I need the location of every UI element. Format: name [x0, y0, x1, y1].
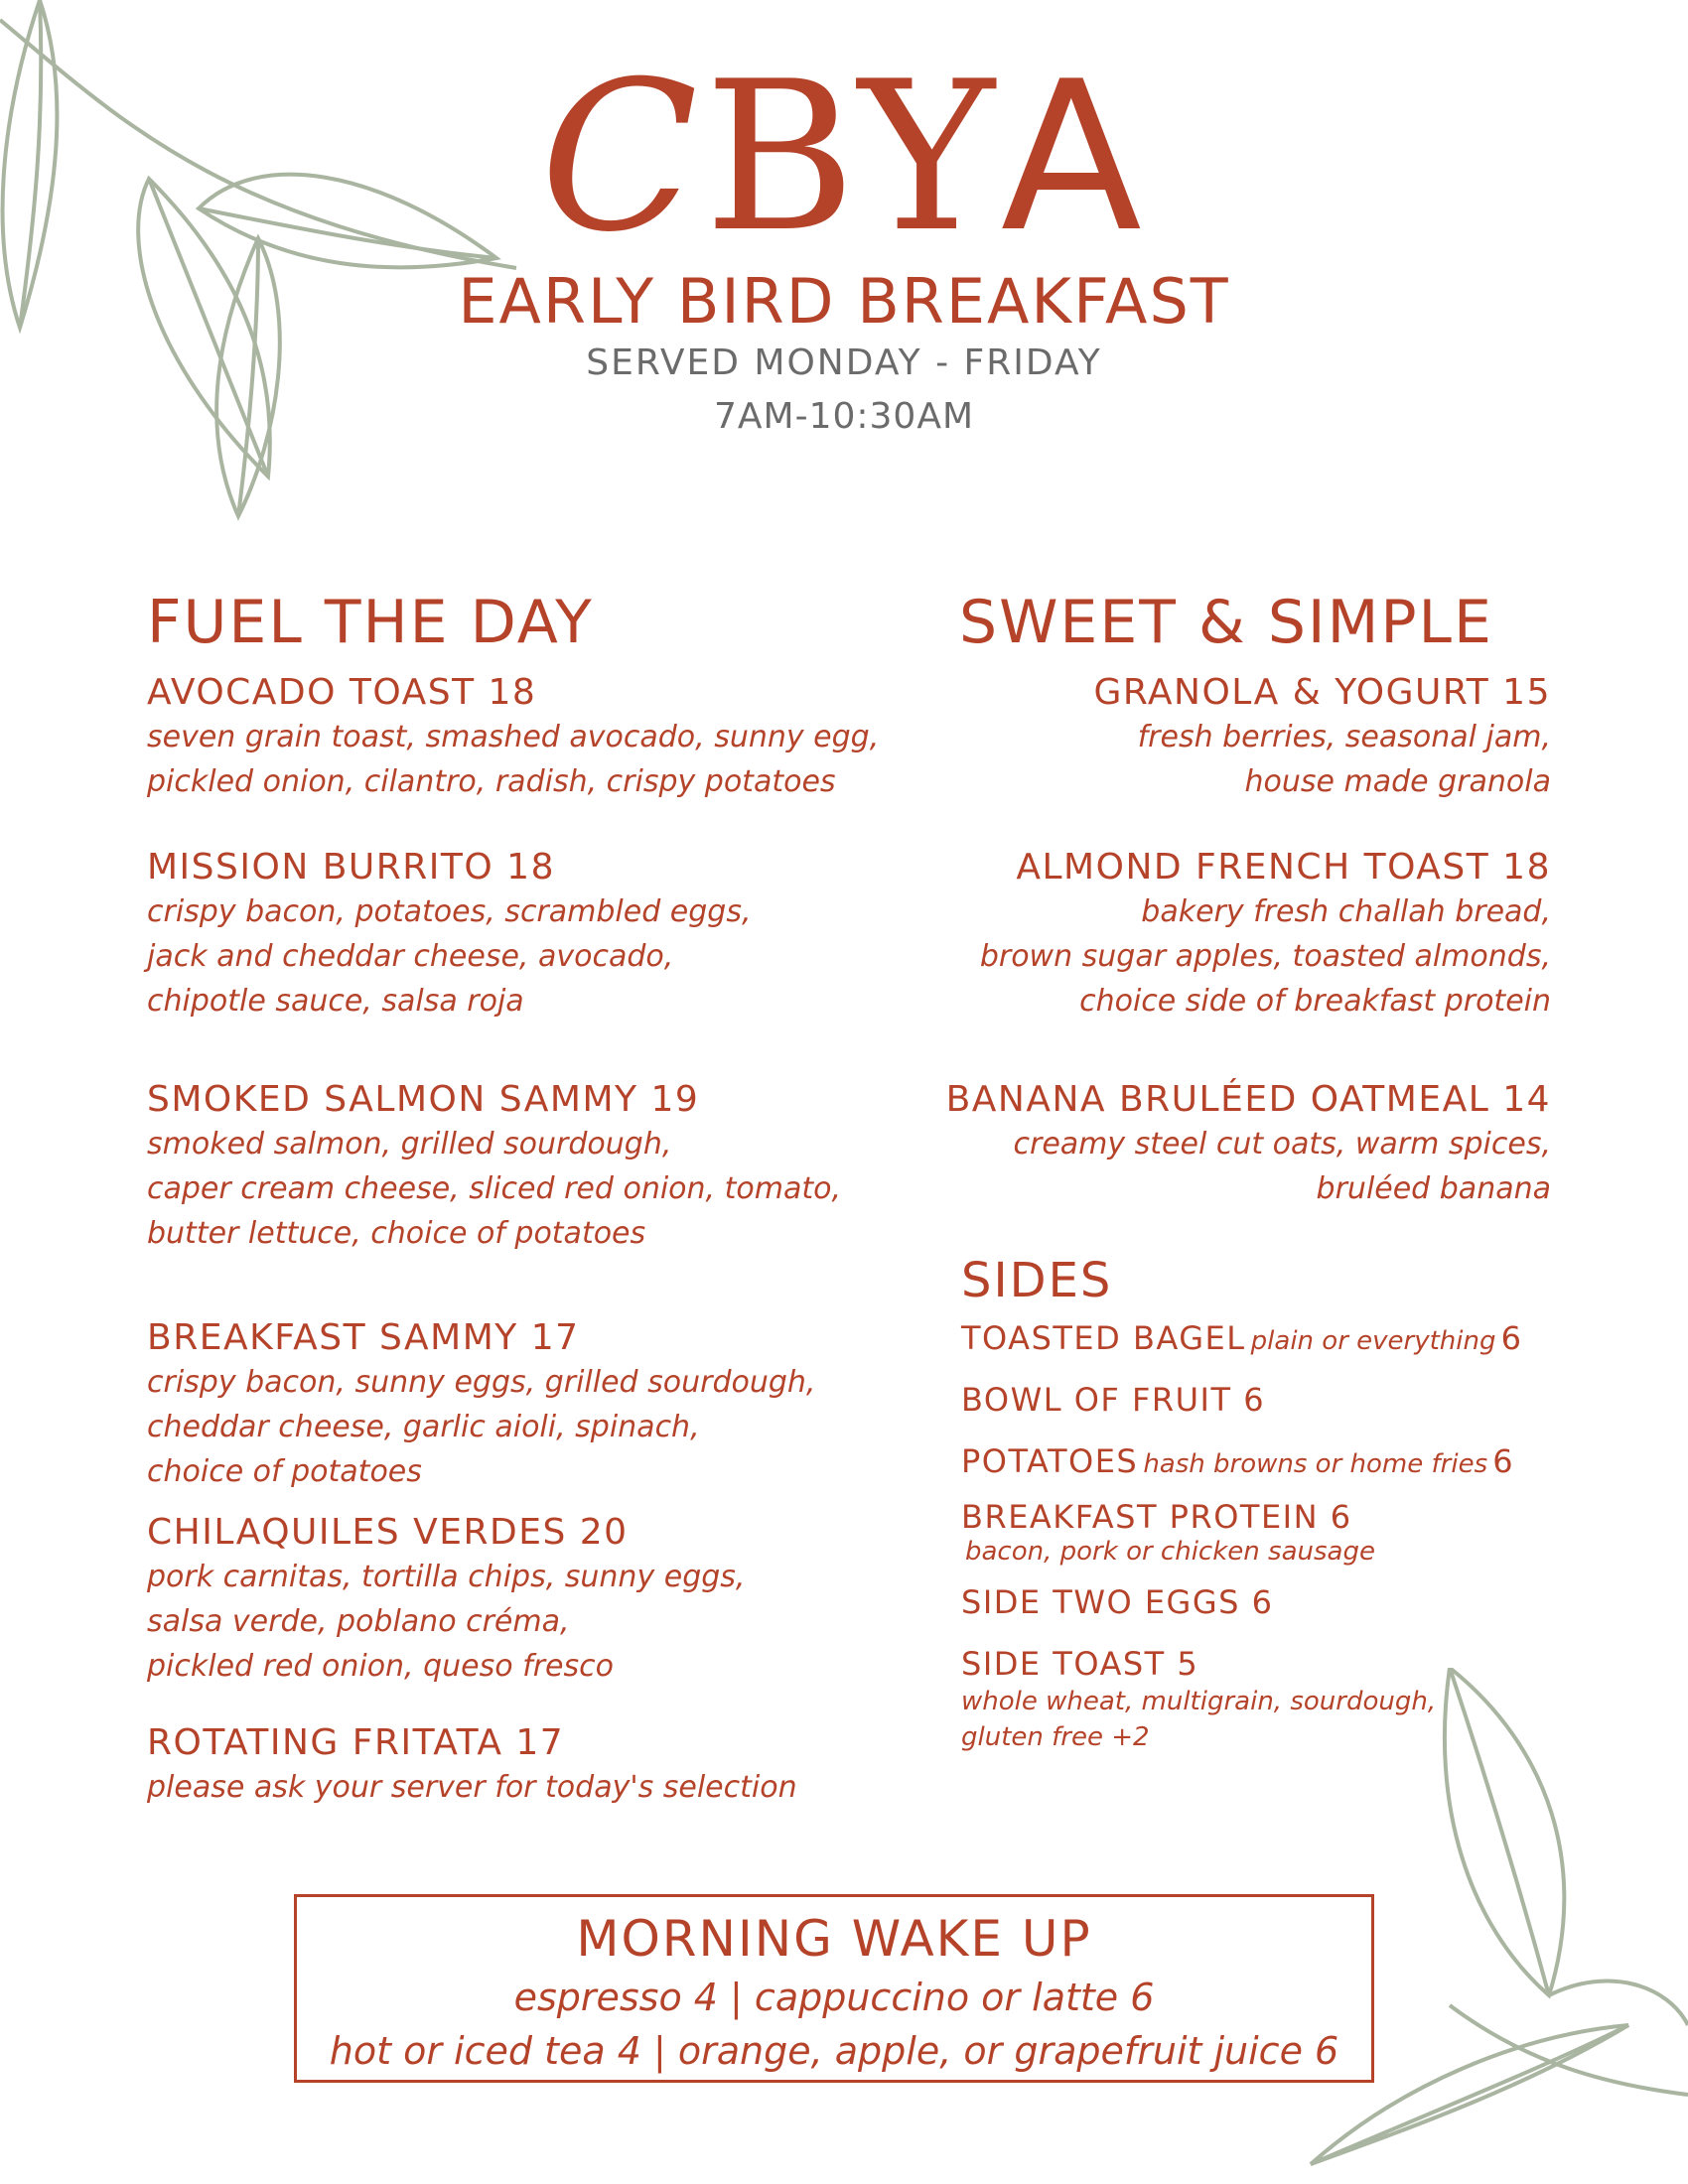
item-title: CHILAQUILES VERDES 20: [147, 1512, 629, 1553]
item-desc-line: bakery fresh challah bread,: [1141, 894, 1551, 929]
item-desc-line: caper cream cheese, sliced red onion, tomato,: [147, 1171, 841, 1206]
side-price: 6: [1500, 1319, 1523, 1357]
side-item-side-toast: [961, 1644, 1436, 1755]
side-item-bowl-of-fruit: BOWL OF FRUIT 6: [961, 1381, 1266, 1419]
section-heading-fuel: FUEL THE DAY: [147, 588, 594, 657]
restaurant-logo: [0, 38, 1688, 278]
side-note: plain or everything: [1250, 1326, 1496, 1356]
item-desc-line: pork carnitas, tortilla chips, sunny eggs,: [147, 1560, 746, 1594]
side-title: SIDE TOAST 5: [961, 1645, 1199, 1683]
item-desc-line: crispy bacon, sunny eggs, grilled sourdough,: [147, 1365, 816, 1400]
menu-item-banana-bruleed-oatmeal: [854, 1078, 1551, 1211]
item-title: BREAKFAST SAMMY 17: [147, 1317, 580, 1358]
item-desc-line: smoked salmon, grilled sourdough,: [147, 1127, 672, 1161]
menu-item-almond-french-toast: [854, 846, 1551, 1024]
menu-item-avocado-toast: [147, 671, 879, 804]
item-desc-line: pickled red onion, queso fresco: [147, 1649, 614, 1684]
side-item-potatoes: [961, 1441, 1514, 1481]
item-desc-line: brown sugar apples, toasted almonds,: [979, 939, 1551, 974]
section-heading-sweet: SWEET & SIMPLE: [959, 588, 1493, 657]
side-title: TOASTED BAGEL: [961, 1319, 1246, 1357]
logo-letter-y: Y: [858, 38, 1001, 278]
item-desc-line: jack and cheddar cheese, avocado,: [147, 939, 674, 974]
item-title: AVOCADO TOAST 18: [147, 672, 537, 713]
served-days: SERVED MONDAY - FRIDAY: [586, 342, 1102, 383]
item-desc-line: chipotle sauce, salsa roja: [147, 984, 524, 1019]
beverages-box: [294, 1894, 1374, 2083]
item-desc-line: butter lettuce, choice of potatoes: [147, 1216, 646, 1251]
side-note: gluten free +2: [961, 1722, 1150, 1752]
item-title: GRANOLA & YOGURT 15: [1093, 672, 1551, 713]
item-desc-line: seven grain toast, smashed avocado, sunny egg,: [147, 720, 880, 754]
side-title: POTATOES: [961, 1442, 1139, 1480]
menu-item-breakfast-sammy: [147, 1316, 815, 1494]
item-title: BANANA BRULÉED OATMEAL 14: [945, 1079, 1551, 1120]
logo-letter-b: B: [704, 38, 859, 278]
item-desc-line: creamy steel cut oats, warm spices,: [1013, 1127, 1551, 1161]
item-desc-line: cheddar cheese, garlic aioli, spinach,: [147, 1410, 700, 1444]
item-desc-line: bruléed banana: [1316, 1171, 1551, 1206]
served-hours: 7AM-10:30AM: [713, 396, 974, 437]
menu-item-rotating-fritata: [147, 1721, 797, 1810]
item-desc-line: salsa verde, poblano créma,: [147, 1604, 570, 1639]
beverages-line: espresso 4 | cappuccino or latte 6: [513, 1976, 1155, 2019]
side-item-toasted-bagel: [961, 1318, 1522, 1358]
menu-item-smoked-salmon-sammy: [147, 1078, 841, 1256]
item-title: MISSION BURRITO 18: [147, 847, 555, 887]
item-desc-line: choice side of breakfast protein: [1079, 984, 1551, 1019]
item-desc-line: pickled onion, cilantro, radish, crispy potatoes: [147, 764, 836, 799]
item-desc-line: house made granola: [1244, 764, 1551, 799]
item-desc-line: crispy bacon, potatoes, scrambled eggs,: [147, 894, 752, 929]
side-note: hash browns or home fries: [1143, 1449, 1488, 1479]
beverages-line: hot or iced tea 4 | orange, apple, or grapefruit juice 6: [329, 2029, 1339, 2073]
menu-item-mission-burrito: [147, 846, 752, 1024]
item-title: ALMOND FRENCH TOAST 18: [1016, 847, 1551, 887]
item-desc-line: choice of potatoes: [147, 1454, 422, 1489]
side-note: bacon, pork or chicken sausage: [965, 1537, 1375, 1567]
section-heading-sides: SIDES: [961, 1253, 1113, 1308]
page-title: EARLY BIRD BREAKFAST: [458, 265, 1230, 338]
menu-item-chilaquiles-verdes: [147, 1511, 745, 1689]
logo-letter-c: C: [540, 38, 705, 278]
logo-letter-a: A: [1000, 38, 1148, 278]
side-item-two-eggs: SIDE TWO EGGS 6: [961, 1583, 1274, 1621]
side-item-breakfast-protein: [961, 1497, 1375, 1567]
side-note: whole wheat, multigrain, sourdough,: [961, 1687, 1437, 1716]
side-title: BREAKFAST PROTEIN 6: [961, 1498, 1352, 1536]
item-title: SMOKED SALMON SAMMY 19: [147, 1079, 700, 1120]
beverages-title: MORNING WAKE UP: [576, 1910, 1092, 1968]
item-title: ROTATING FRITATA 17: [147, 1722, 565, 1763]
menu-item-granola-yogurt: [854, 671, 1551, 804]
item-desc-line: fresh berries, seasonal jam,: [1137, 720, 1551, 754]
side-price: 6: [1492, 1442, 1515, 1480]
item-desc-line: please ask your server for today's selection: [147, 1770, 797, 1805]
